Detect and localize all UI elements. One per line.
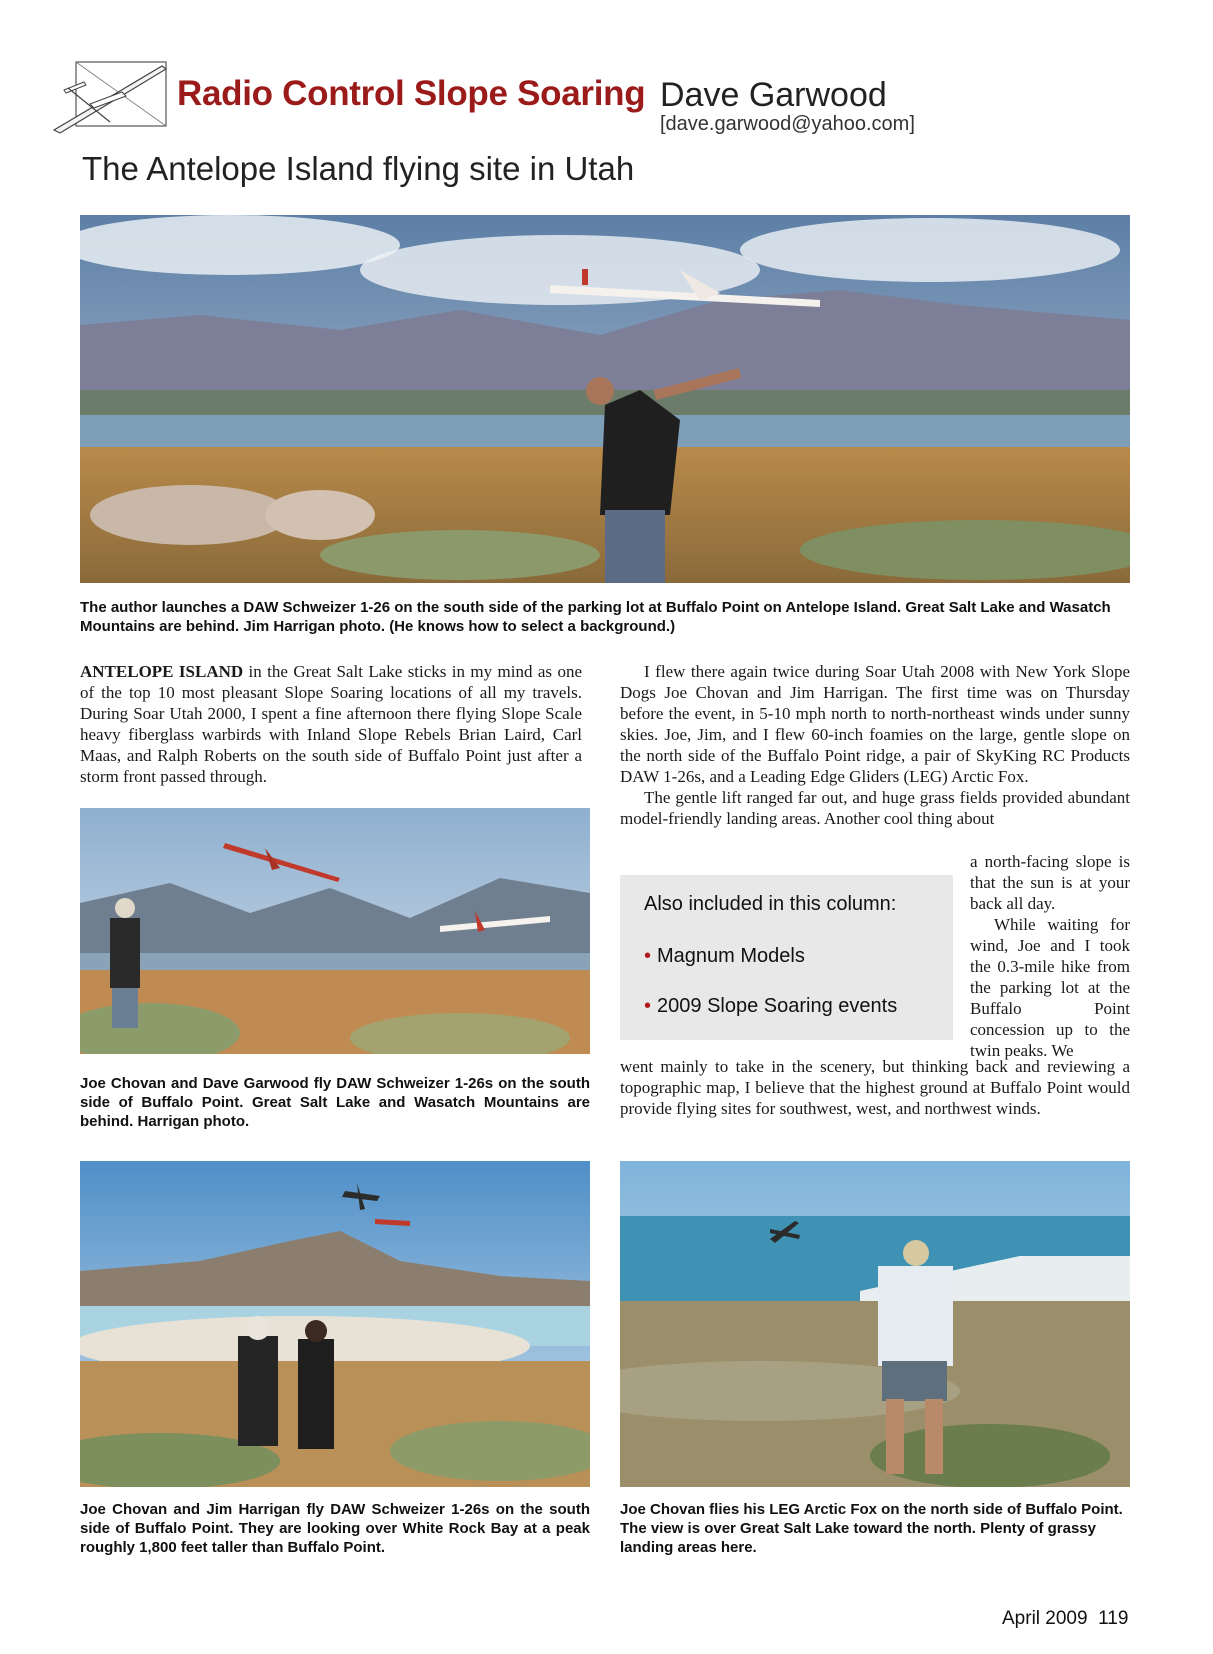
bullet-icon: • — [644, 995, 652, 1017]
sidebar-item-slope-events[interactable] — [644, 995, 897, 1018]
main-photo — [80, 215, 1130, 583]
paragraph-3-narrow: a north-facing slope is that the sun is at your back all day. — [970, 852, 1130, 913]
glider-icon — [50, 60, 170, 136]
column-title: Radio Control Slope Soaring — [177, 74, 646, 113]
page-footer: April 2009 119 — [1002, 1608, 1129, 1629]
lead-in: ANTELOPE ISLAND — [80, 662, 244, 681]
right-column-text-top — [620, 661, 1130, 829]
intro-paragraph — [80, 661, 582, 787]
second-photo-caption: Joe Chovan and Dave Garwood fly DAW Schweizer 1-26s on the south side of Buffalo Point. Great Salt Lake and Wasatch Mountains are behind. Harrigan photo. — [80, 1075, 590, 1130]
author-name: Dave Garwood — [660, 76, 887, 114]
sidebar-item-label: 2009 Slope Soaring events — [657, 995, 898, 1017]
third-photo — [80, 1161, 590, 1487]
sidebar-box — [620, 875, 953, 1040]
fourth-photo — [620, 1161, 1130, 1487]
sidebar-item-label: Magnum Models — [657, 945, 805, 967]
paragraph-4-full: went mainly to take in the scenery, but thinking back and reviewing a topographic map, I believe that the highest ground at Buffalo Point would provide flying sites for southwest, west, and northwest winds. — [620, 1057, 1130, 1118]
article-title: The Antelope Island flying site in Utah — [82, 150, 635, 187]
paragraph-3-full: The gentle lift ranged far out, and huge grass fields provided abundant model-friendly landing areas. Another cool thing about — [620, 788, 1130, 828]
author-email[interactable]: [dave.garwood@yahoo.com] — [660, 113, 915, 135]
right-column-text-bottom — [620, 1056, 1130, 1119]
main-photo-caption: The author launches a DAW Schweizer 1-26 on the south side of the parking lot at Buffalo Point on Antelope Island. Great Salt Lake and Wasatch Mountains are behind. Jim Harrigan photo. (He knows how to select a background.) — [80, 599, 1111, 635]
second-photo — [80, 808, 590, 1054]
sidebar-heading: Also included in this column: — [644, 893, 897, 915]
third-photo-caption: Joe Chovan and Jim Harrigan fly DAW Schweizer 1-26s on the south side of Buffalo Point. They are looking over White Rock Bay at a peak roughly 1,800 feet taller than Buffalo Point. — [80, 1501, 590, 1556]
intro-text: in the Great Salt Lake sticks in my mind as one of the top 10 most pleasant Slope Soaring locations of all my travels. During Soar Utah 2000, I spent a fine afternoon there flying Slope Scale heavy fiberglass warbirds with Inland Slope Rebels Brian Laird, Carl Maas, and Ralph Roberts on the south side of Buffalo Point just after a storm front passed through. — [80, 662, 582, 786]
sidebar-item-magnum-models[interactable] — [644, 945, 805, 968]
bullet-icon: • — [644, 945, 652, 967]
paragraph-4-narrow: While waiting for wind, Joe and I took the 0.3-mile hike from the parking lot at the Buffalo Point concession up to the twin peaks. We — [970, 915, 1130, 1060]
right-column-text-narrow — [970, 851, 1130, 1061]
fourth-photo-caption: Joe Chovan flies his LEG Arctic Fox on the north side of Buffalo Point. The view is over Great Salt Lake toward the north. Plenty of grassy landing areas here. — [620, 1501, 1123, 1556]
paragraph-2: I flew there again twice during Soar Utah 2008 with New York Slope Dogs Joe Chovan and Jim Harrigan. The first time was on Thursday before the event, in 5-10 mph north to north-northeast winds under sunny skies. Joe, Jim, and I flew 60-inch foamies on the large, gentle slope on the north side of the Buffalo Point ridge, a pair of SkyKing RC Products DAW 1-26s, and a Leading Edge Gliders (LEG) Arctic Fox. — [620, 662, 1130, 786]
